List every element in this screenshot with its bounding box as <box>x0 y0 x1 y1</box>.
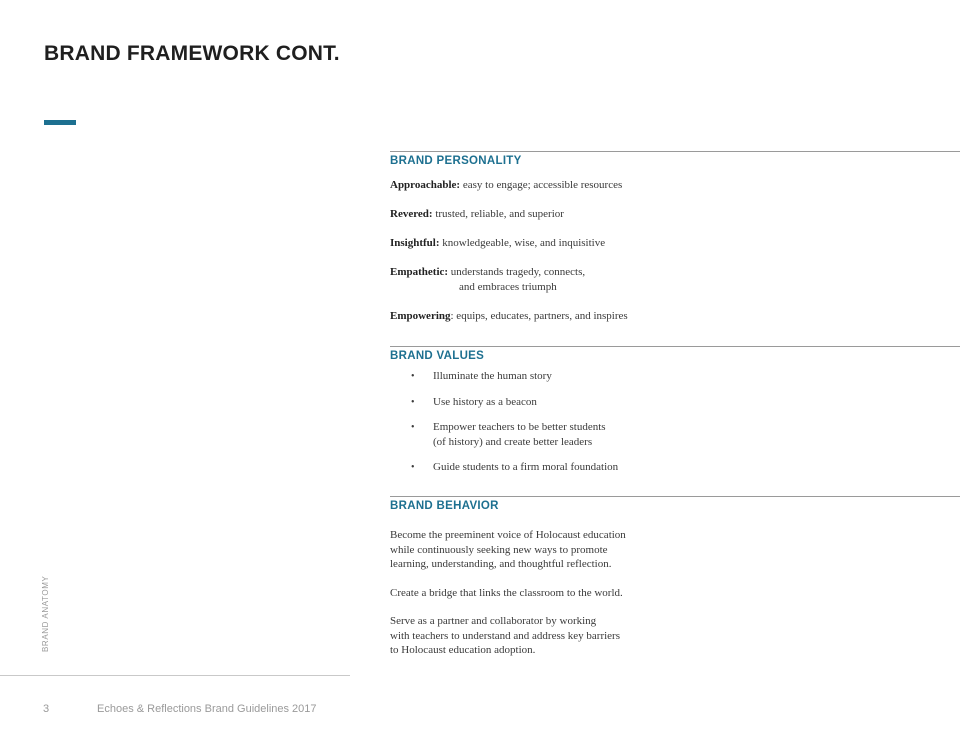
personality-term: Empathetic: <box>390 266 449 278</box>
brand-personality-heading: BRAND PERSONALITY <box>390 155 522 167</box>
value-item <box>390 460 618 475</box>
value-text: Guide students to a firm moral foundation <box>433 461 619 473</box>
value-text: Illuminate the human story <box>433 370 552 382</box>
behavior-line: learning, understanding, and thoughtful reflection. <box>390 558 612 570</box>
title-accent-bar <box>44 120 76 125</box>
value-text: Empower teachers to be better students <box>433 421 606 433</box>
footer-title: Echoes & Reflections Brand Guidelines 2017 <box>97 703 317 715</box>
personality-term: Approachable: <box>390 179 461 191</box>
brand-behavior-section <box>390 496 960 667</box>
personality-item-insightful <box>390 236 605 251</box>
value-item <box>390 395 537 410</box>
behavior-line: to Holocaust education adoption. <box>390 644 536 656</box>
behavior-line: Create a bridge that links the classroom to the world. <box>390 587 623 599</box>
personality-desc-continued: and embraces triumph <box>459 281 557 293</box>
value-item <box>390 420 606 450</box>
behavior-line: Serve as a partner and collaborator by working <box>390 615 597 627</box>
personality-desc: easy to engage; accessible resources <box>462 179 623 191</box>
value-text: Use history as a beacon <box>433 396 537 408</box>
bullet-icon: • <box>411 462 415 473</box>
value-text-continued: (of history) and create better leaders <box>433 436 593 448</box>
brand-values-heading: BRAND VALUES <box>390 350 485 362</box>
personality-term: Revered: <box>390 208 433 220</box>
behavior-line: Become the preeminent voice of Holocaust education <box>390 529 626 541</box>
personality-desc: trusted, reliable, and superior <box>435 208 564 220</box>
footer-divider <box>0 675 350 676</box>
page-title: BRAND FRAMEWORK CONT. <box>44 42 340 65</box>
personality-item-approachable <box>390 178 622 193</box>
brand-behavior-heading: BRAND BEHAVIOR <box>390 500 499 512</box>
brand-values-section <box>390 346 960 487</box>
behavior-paragraph <box>390 528 690 572</box>
personality-term: Insightful: <box>390 237 440 249</box>
page-number: 3 <box>43 703 50 715</box>
behavior-line: while continuously seeking new ways to promote <box>390 543 608 556</box>
personality-item-empathetic <box>390 265 585 295</box>
personality-desc: : equips, educates, partners, and inspires <box>450 310 628 322</box>
bullet-icon: • <box>411 397 415 408</box>
personality-desc: understands tragedy, connects, <box>450 266 586 278</box>
personality-item-revered <box>390 207 564 222</box>
behavior-paragraph <box>390 614 690 658</box>
bullet-icon: • <box>411 371 415 382</box>
bullet-icon: • <box>411 422 415 433</box>
side-section-label: BRAND ANATOMY <box>41 575 50 652</box>
value-item <box>390 369 552 384</box>
behavior-line: with teachers to understand and address key barriers <box>390 629 621 642</box>
personality-desc: knowledgeable, wise, and inquisitive <box>442 237 606 249</box>
behavior-paragraph <box>390 586 690 601</box>
personality-term: Empowering <box>390 310 451 322</box>
personality-item-empowering <box>390 309 628 324</box>
brand-personality-section <box>390 151 960 337</box>
